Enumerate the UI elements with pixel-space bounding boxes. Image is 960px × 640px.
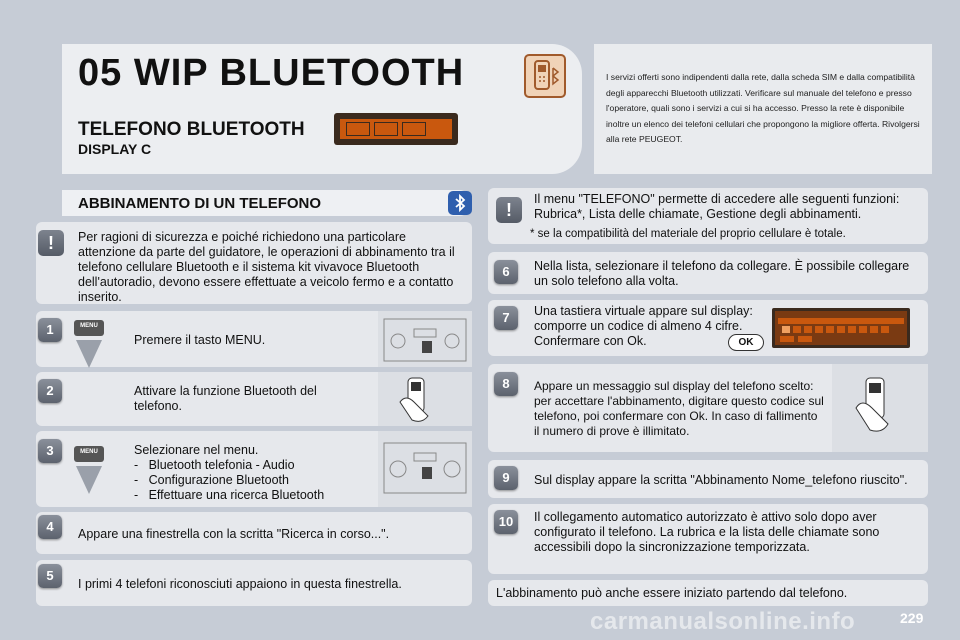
final-note-text: L'abbinamento può anche essere iniziato partendo dal telefono. <box>496 586 848 600</box>
bluetooth-icon <box>448 191 472 215</box>
step-3-menu-list <box>134 458 374 503</box>
step-7-text: Una tastiera virtuale appare sul display: comporre un codice di almeno 4 cifre. Confermare con Ok. <box>534 304 753 348</box>
step-6-number: 6 <box>494 260 518 284</box>
ok-button-icon: OK <box>728 334 764 351</box>
warning-icon: ! <box>496 197 522 223</box>
list-item: - Effettuare una ricerca Bluetooth <box>134 488 374 503</box>
step-6-text: Nella lista, selezionare il telefono da collegare. È possibile collegare un solo telefono alla volta. <box>534 259 910 288</box>
step-10-number: 10 <box>494 510 518 534</box>
info-text: I servizi offerti sono indipendenti dalla rete, dalla scheda SIM e dalla compatibilità degli apparecchi Bluetooth utilizzati. Verificare sul manuale del telefono e presso l'operatore, quali sono i servizi a cui si ha accesso. Presso la rete è disponibile inoltre un elenco dei telefoni cellulari che propongono la migliore offerta. Rivolgersi alla rete PEUGEOT. <box>606 72 920 145</box>
page-number: 229 <box>900 610 924 626</box>
step-3-number: 3 <box>38 439 62 463</box>
radio-unit-image <box>378 431 472 507</box>
hand-phone-image <box>378 372 472 426</box>
bluetooth-phone-icon <box>524 54 566 98</box>
step-5-text: I primi 4 telefoni riconosciuti appaiono in questa finestrella. <box>78 577 402 591</box>
step-8-number: 8 <box>494 372 518 396</box>
list-item: - Bluetooth telefonia - Audio <box>134 458 374 473</box>
menu-key-icon <box>72 444 106 496</box>
warning-icon: ! <box>38 230 64 256</box>
step-3-intro: Selezionare nel menu. <box>134 443 259 457</box>
hand-phone-image <box>832 364 928 452</box>
section-title: ABBINAMENTO DI UN TELEFONO <box>78 195 322 212</box>
menu-key-icon <box>72 318 106 370</box>
safety-warning-text: Per ragioni di sicurezza e poiché richiedono una particolare attenzione da parte del guidatore, le operazioni di abbinamento tra il telefono cellulare Bluetooth e il sistema kit vivavoce Bluetooth dell'autoradio, devono essere effettuate a veicolo fermo e a contatto inserito. <box>78 230 455 304</box>
step-5-number: 5 <box>38 564 62 588</box>
step-4-number: 4 <box>38 515 62 539</box>
step-9-text: Sul display appare la scritta "Abbinamento Nome_telefono riuscito". <box>534 473 908 487</box>
menu-key-label: MENU <box>80 449 98 455</box>
step-1-number: 1 <box>38 318 62 342</box>
step-2-text: Attivare la funzione Bluetooth del telefono. <box>134 384 317 413</box>
step-9-number: 9 <box>494 466 518 490</box>
display-c-icon <box>334 113 458 145</box>
watermark: carmanualsonline.info <box>590 608 856 635</box>
telefono-note-text: Il menu "TELEFONO" permette di accedere alle seguenti funzioni: Rubrica*, Lista delle chiamate, Gestione degli abbinamenti. <box>534 192 900 221</box>
step-10-text: Il collegamento automatico autorizzato è attivo solo dopo aver configurato il telefono. La rubrica e la lista delle chiamate sono accessibili dopo la sincronizzazione temporizzata. <box>534 510 880 554</box>
compatibility-footnote: * se la compatibilità del materiale del proprio cellulare è totale. <box>530 228 846 240</box>
step-3-text <box>134 443 374 503</box>
step-1-text: Premere il tasto MENU. <box>134 333 266 347</box>
virtual-keyboard-display <box>772 308 910 348</box>
menu-key-label: MENU <box>80 323 98 329</box>
page-subtitle-display: DISPLAY C <box>78 141 152 157</box>
radio-unit-image <box>378 311 472 367</box>
step-2-number: 2 <box>38 379 62 403</box>
page-subtitle: TELEFONO BLUETOOTH <box>78 119 305 140</box>
list-item: - Configurazione Bluetooth <box>134 473 374 488</box>
page-title: 05 WIP BLUETOOTH <box>78 52 465 94</box>
step-8-text: Appare un messaggio sul display del telefono scelto: per accettare l'abbinamento, digitare questo codice sul telefono, poi confermare con Ok. In caso di fallimento il numero di prove è illimitato. <box>534 379 824 438</box>
step-7-number: 7 <box>494 306 518 330</box>
step-4-text: Appare una finestrella con la scritta "Ricerca in corso...". <box>78 527 390 541</box>
